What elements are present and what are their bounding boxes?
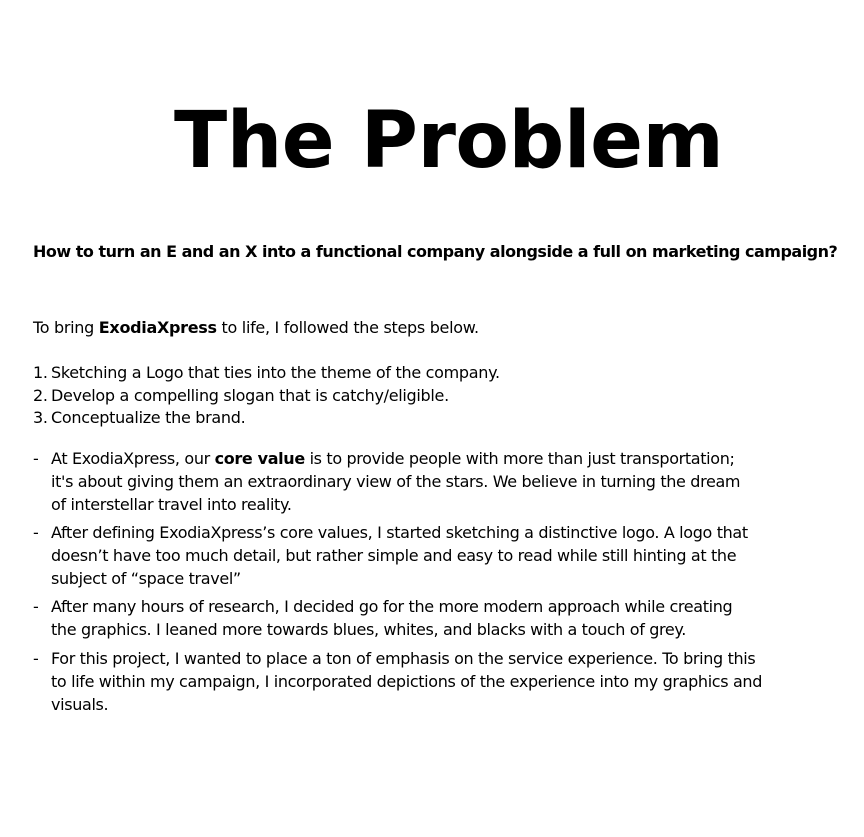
bullet-dash: - bbox=[33, 449, 39, 468]
bullet-text: is to provide people with more than just transportation; bbox=[304, 449, 735, 468]
bullet-line bbox=[51, 447, 853, 470]
bullet-dash: - bbox=[33, 649, 39, 668]
intro-paragraph bbox=[33, 316, 479, 340]
bullet-item-core-value bbox=[33, 447, 853, 516]
bullet-line: For this project, I wanted to place a ton of emphasis on the service experience. To bring this bbox=[51, 649, 756, 668]
bullet-emphasis: core value bbox=[214, 449, 305, 468]
step-number: 3. bbox=[33, 408, 48, 427]
intro-prefix: To bring bbox=[33, 318, 99, 337]
bullet-line: it's about giving them an extraordinary view of the stars. We believe in turning the dream bbox=[51, 472, 741, 491]
bullet-item-graphics bbox=[33, 595, 853, 641]
bullet-text: At ExodiaXpress, our bbox=[51, 449, 215, 468]
bullet-line: subject of “space travel” bbox=[51, 569, 241, 588]
step-item bbox=[33, 362, 500, 385]
step-text: Develop a compelling slogan that is catchy/eligible. bbox=[51, 385, 449, 405]
step-number: 1. bbox=[33, 363, 48, 382]
step-item bbox=[33, 407, 500, 430]
bullet-line: to life within my campaign, I incorporated depictions of the experience into my graphics and bbox=[51, 672, 763, 691]
problem-question: How to turn an E and an X into a functional company alongside a full on marketing campaign? bbox=[33, 242, 838, 261]
steps-list bbox=[33, 362, 500, 430]
step-item bbox=[33, 385, 500, 408]
bullet-line: the graphics. I leaned more towards blues, whites, and blacks with a touch of grey. bbox=[51, 620, 686, 639]
bullet-list bbox=[33, 447, 853, 721]
intro-suffix: to life, I followed the steps below. bbox=[216, 318, 479, 337]
bullet-dash: - bbox=[33, 523, 39, 542]
step-text: Conceptualize the brand. bbox=[51, 408, 246, 427]
bullet-item-logo bbox=[33, 521, 853, 590]
page-title: The Problem bbox=[174, 96, 724, 186]
bullet-line: visuals. bbox=[51, 695, 109, 714]
bullet-line: After many hours of research, I decided go for the more modern approach while creating bbox=[51, 597, 733, 616]
bullet-line: After defining ExodiaXpress’s core values, I started sketching a distinctive logo. A logo that bbox=[51, 523, 748, 542]
bullet-dash: - bbox=[33, 597, 39, 616]
step-number: 2. bbox=[33, 385, 48, 405]
step-text: Sketching a Logo that ties into the theme of the company. bbox=[51, 363, 500, 382]
bullet-line: doesn’t have too much detail, but rather simple and easy to read while still hinting at the bbox=[51, 546, 737, 565]
bullet-line: of interstellar travel into reality. bbox=[51, 495, 292, 514]
bullet-item-experience bbox=[33, 647, 853, 716]
brand-name: ExodiaXpress bbox=[98, 318, 217, 337]
